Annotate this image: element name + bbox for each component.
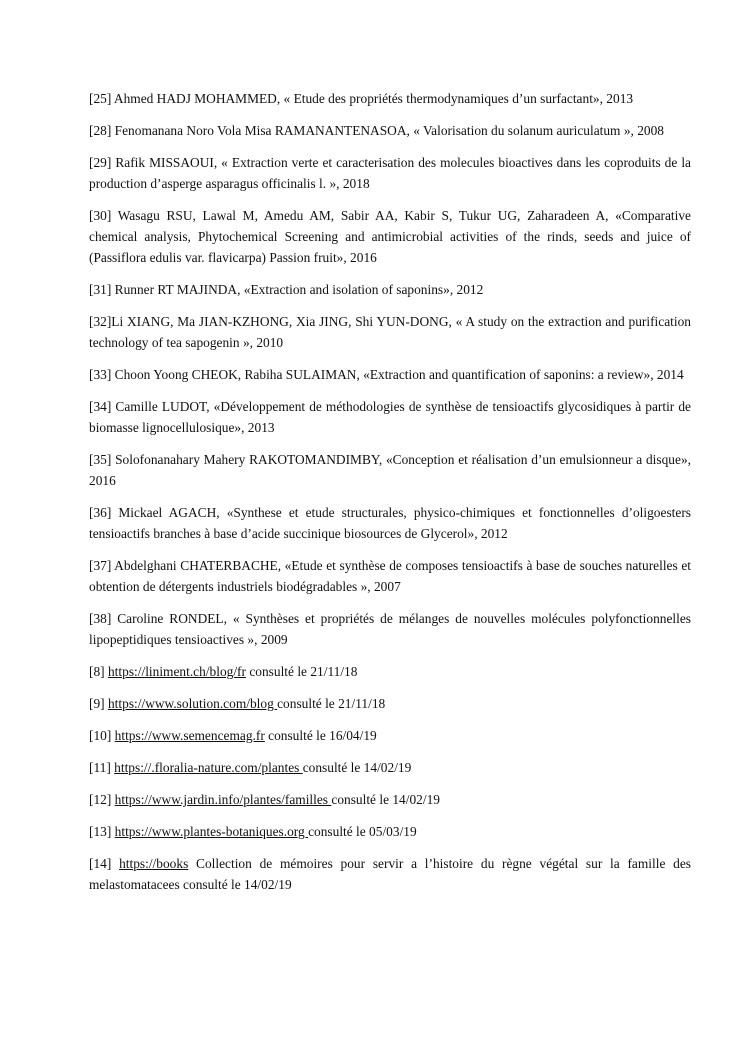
reference-31: [31] Runner RT MAJINDA, «Extraction and isolation of saponins», 2012 xyxy=(89,282,484,297)
reference-33: [33] Choon Yoong CHEOK, Rabiha SULAIMAN, «Extraction and quantification of saponins: a review», 2014 xyxy=(89,367,684,382)
web-reference-note: Collection de mémoires pour servir a l’histoire du règne végétal sur la famille des melastomatacees consulté le 14/02/19 xyxy=(89,856,691,892)
reference-38: [38] Caroline RONDEL, « Synthèses et propriétés de mélanges de nouvelles molécules polyfonctionnelles lipopeptidiques tensioactives », 2009 xyxy=(89,611,691,647)
reference-36: [36] Mickael AGACH, «Synthese et etude structurales, physico-chimiques et fonctionnelles d’oligoesters tensioactifs branches à base d’acide succinique biosources de Glycerol», 2012 xyxy=(89,505,691,541)
reference-32: [32]Li XIANG, Ma JIAN-KZHONG, Xia JING, Shi YUN-DONG, « A study on the extraction and purification technology of tea sapogenin », 2010 xyxy=(89,314,691,350)
bibliography-page xyxy=(89,88,691,906)
reference-35: [35] Solofonanahary Mahery RAKOTOMANDIMBY, «Conception et réalisation d’un emulsionneur a disque», 2016 xyxy=(89,452,691,488)
web-reference-number: [11] xyxy=(89,760,111,775)
web-reference-link[interactable]: https://www.semencemag.fr xyxy=(114,728,265,743)
web-reference-12 xyxy=(89,789,691,810)
reference-25: [25] Ahmed HADJ MOHAMMED, « Etude des propriétés thermodynamiques d’un surfactant», 2013 xyxy=(89,91,634,106)
web-reference-link[interactable]: https://www.solution.com/blog xyxy=(107,696,278,711)
web-reference-14 xyxy=(89,853,691,895)
web-reference-link[interactable]: https://books xyxy=(119,856,189,871)
web-reference-note: consulté le 21/11/18 xyxy=(277,696,386,711)
web-reference-10 xyxy=(89,725,691,746)
web-reference-8 xyxy=(89,661,691,682)
web-reference-link[interactable]: https://www.jardin.info/plantes/familles xyxy=(114,792,332,807)
web-reference-note: consulté le 05/03/19 xyxy=(308,824,417,839)
web-reference-note: consulté le 14/02/19 xyxy=(302,760,412,775)
reference-30: [30] Wasagu RSU, Lawal M, Amedu AM, Sabir AA, Kabir S, Tukur UG, Zaharadeen A, «Comparative chemical analysis, Phytochemical Screening and antimicrobial activities of the rinds, seeds and juice of (Passiflora edulis var. flavicarpa) Passion fruit», 2016 xyxy=(89,208,691,265)
reference-28: [28] Fenomanana Noro Vola Misa RAMANANTENASOA, « Valorisation du solanum auriculatum », 2008 xyxy=(89,123,664,138)
web-reference-13 xyxy=(89,821,691,842)
reference-37: [37] Abdelghani CHATERBACHE, «Etude et synthèse de composes tensioactifs à base de souches naturelles et obtention de détergents industriels biodégradables », 2007 xyxy=(89,558,691,594)
web-reference-note: consulté le 16/04/19 xyxy=(268,728,377,743)
web-reference-11 xyxy=(89,757,691,778)
web-reference-link[interactable]: https://www.plantes-botaniques.org xyxy=(114,824,309,839)
reference-29: [29] Rafik MISSAOUI, « Extraction verte et caracterisation des molecules bioactives dans les coproduits de la production d’asperge asparagus officinalis l. », 2018 xyxy=(89,155,691,191)
web-reference-9 xyxy=(89,693,691,714)
web-reference-note: consulté le 21/11/18 xyxy=(249,664,358,679)
web-reference-link[interactable]: https://.floralia-nature.com/plantes xyxy=(114,760,303,775)
web-reference-number: [8] xyxy=(89,664,105,679)
web-reference-number: [10] xyxy=(89,728,112,743)
web-reference-number: [12] xyxy=(89,792,112,807)
web-reference-number: [13] xyxy=(89,824,112,839)
web-reference-link[interactable]: https://liniment.ch/blog/fr xyxy=(107,664,246,679)
web-reference-note: consulté le 14/02/19 xyxy=(331,792,440,807)
reference-34: [34] Camille LUDOT, «Développement de méthodologies de synthèse de tensioactifs glycosidiques à partir de biomasse lignocellulosique», 2013 xyxy=(89,399,691,435)
web-reference-number: [14] xyxy=(89,856,112,871)
web-reference-number: [9] xyxy=(89,696,105,711)
